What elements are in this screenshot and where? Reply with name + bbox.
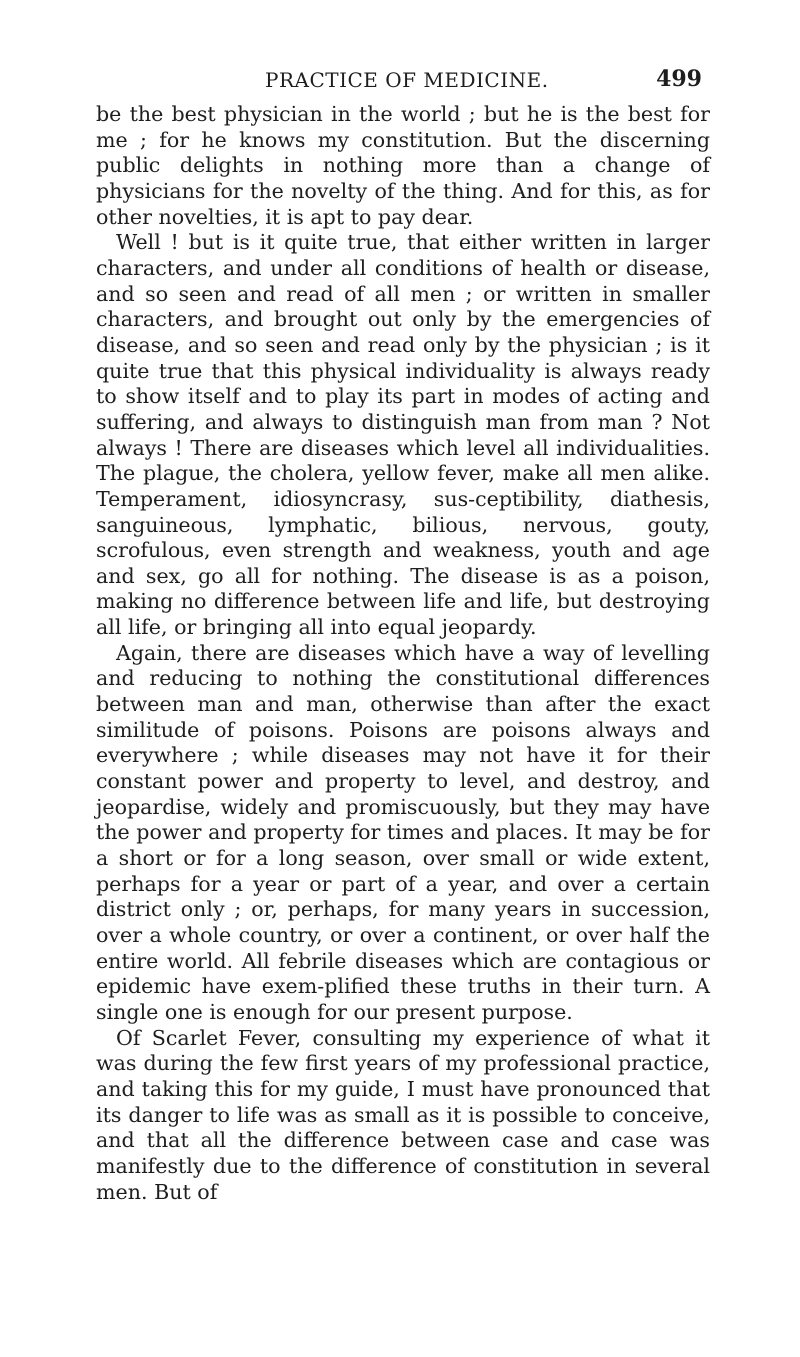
paragraph: Again, there are diseases which have a way of levelling and reducing to nothing the constitutional differences between man and man, otherwise than after the exact similitude of poisons. Poisons are poisons always and everywhere ; while diseases may not have it for their constant power and property to level, and destroy, and jeopardise, widely and promiscuously, but they may have the power and property for times and places. It may be for a short or for a long season, over small or wide extent, perhaps for a year or part of a year, and over a certain district only ; or, perhaps, for many years in succession, over a whole country, or over a continent, or over half the entire world. All febrile diseases which are contagious or epidemic have exem-plified these truths in their turn. A single one is enough for our present purpose. xyxy=(96,640,710,1024)
paragraph: Well ! but is it quite true, that either written in larger characters, and under all conditions of health or disease, and so seen and read of all men ; or written in smaller characters, and brought out only by the emergencies of disease, and so seen and read only by the physician ; is it quite true that this physical individuality is always ready to show itself and to play its part in modes of acting and suffering, and always to distinguish man from man ? Not always ! There are diseases which level all individualities. The plague, the cholera, yellow fever, make all men alike. Temperament, idiosyncrasy, sus-ceptibility, diathesis, sanguineous, lymphatic, bilious, nervous, gouty, scrofulous, even strength and weakness, youth and age and sex, go all for nothing. The disease is as a poison, making no difference between life and life, but destroying all life, or bringing all into equal jeopardy. xyxy=(96,230,710,640)
running-head: PRACTICE OF MEDICINE. xyxy=(265,68,549,92)
paragraph-continuation: be the best physician in the world ; but he is the best for me ; for he knows my constitution. But the discerning public delights in nothing more than a change of physicians for the novelty of the thing. And for this, as for other novelties, it is apt to pay dear. xyxy=(96,102,710,229)
page-number: 499 xyxy=(656,66,702,92)
body-text xyxy=(96,102,710,1205)
paragraph: Of Scarlet Fever, consulting my experience of what it was during the few first years of my professional practice, and taking this for my guide, I must have pronounced that its danger to life was as small as it is possible to conceive, and that all the difference between case and case was manifestly due to the difference of constitution in several men. But of xyxy=(96,1025,710,1204)
